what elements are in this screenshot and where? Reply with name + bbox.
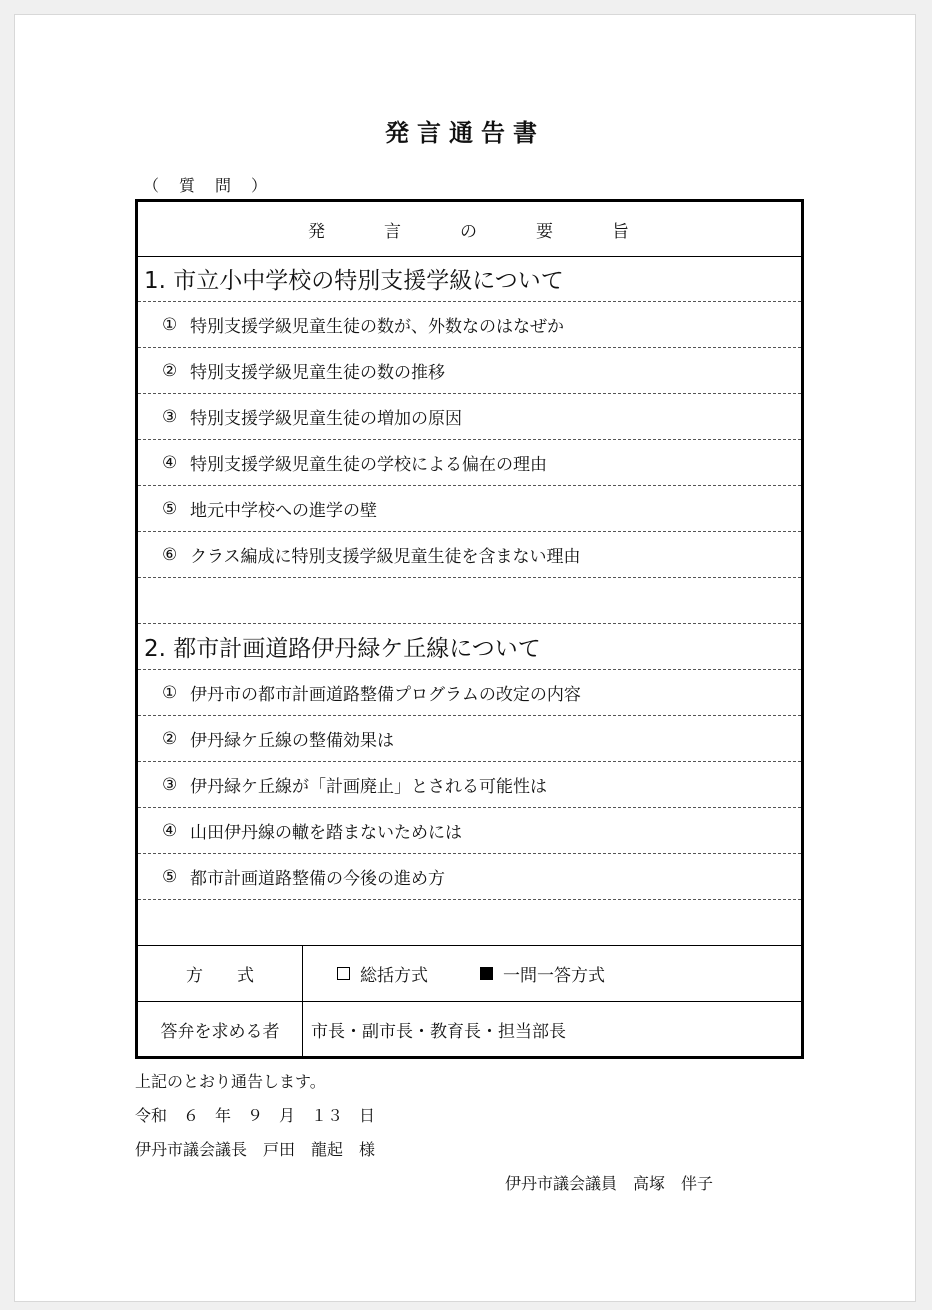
item-number: ④ [162, 820, 178, 841]
list-item [138, 762, 801, 808]
option-qa-method[interactable] [480, 961, 605, 986]
option-label: 総括方式 [360, 966, 428, 986]
list-item [138, 348, 801, 394]
answerers-row [138, 1002, 801, 1056]
list-item [138, 532, 801, 578]
answerers-label: 答弁を求める者 [138, 1002, 303, 1056]
item-text: 特別支援学級児童生徒の増加の原因 [190, 409, 462, 429]
item-number: ③ [162, 406, 178, 427]
blank-row [138, 578, 801, 624]
section-heading: 2. 都市計画道路伊丹緑ケ丘線について [138, 624, 801, 670]
item-text: 特別支援学級児童生徒の数の推移 [190, 363, 445, 383]
sender: 伊丹市議会議員 高塚 伴子 [505, 1174, 714, 1193]
option-summary-method[interactable] [337, 961, 428, 986]
notice-text: 上記のとおり通告します。 [135, 1072, 326, 1091]
item-number: ① [162, 682, 178, 703]
item-text: クラス編成に特別支援学級児童生徒を含まない理由 [190, 547, 581, 567]
list-item [138, 670, 801, 716]
notice-form [135, 199, 804, 1059]
item-text: 特別支援学級児童生徒の数が、外数なのはなぜか [190, 317, 564, 337]
item-number: ⑤ [162, 866, 178, 887]
method-label: 方 式 [138, 946, 303, 1001]
item-number: ② [162, 360, 178, 381]
summary-rows [138, 256, 801, 946]
list-item [138, 486, 801, 532]
addressee: 伊丹市議会議長 戸田 龍起 様 [135, 1140, 376, 1159]
item-text: 都市計画道路整備の今後の進め方 [190, 869, 445, 889]
item-number: ③ [162, 774, 178, 795]
section-heading: 1. 市立小中学校の特別支援学級について [138, 256, 801, 302]
document-page [14, 14, 916, 1302]
checkbox-filled-icon[interactable] [480, 967, 493, 980]
item-text: 山田伊丹線の轍を踏まないためには [190, 823, 462, 843]
item-number: ② [162, 728, 178, 749]
document-title: 発言通告書 [385, 119, 545, 147]
item-text: 伊丹市の都市計画道路整備プログラムの改定の内容 [190, 685, 581, 705]
summary-header: 発 言 の 要 旨 [138, 202, 801, 257]
item-text: 伊丹緑ケ丘線が「計画廃止」とされる可能性は [190, 777, 547, 797]
item-text: 特別支援学級児童生徒の学校による偏在の理由 [190, 455, 547, 475]
list-item [138, 440, 801, 486]
item-text: 伊丹緑ケ丘線の整備効果は [190, 731, 394, 751]
method-row [138, 946, 801, 1002]
list-item [138, 854, 801, 900]
list-item [138, 394, 801, 440]
item-number: ① [162, 314, 178, 335]
method-options [303, 946, 801, 1001]
answerers-value: 市長・副市長・教育長・担当部長 [311, 1021, 566, 1042]
item-number: ④ [162, 452, 178, 473]
list-item [138, 808, 801, 854]
checkbox-empty-icon[interactable] [337, 967, 350, 980]
list-item [138, 716, 801, 762]
blank-row [138, 900, 801, 946]
item-number: ⑥ [162, 544, 178, 565]
item-number: ⑤ [162, 498, 178, 519]
list-item [138, 302, 801, 348]
item-text: 地元中学校への進学の壁 [190, 501, 377, 521]
question-type-label: （ 質 問 ） [143, 176, 270, 195]
notice-date: 令和 ６ 年 ９ 月 １３ 日 [135, 1106, 376, 1125]
option-label: 一問一答方式 [503, 966, 605, 986]
